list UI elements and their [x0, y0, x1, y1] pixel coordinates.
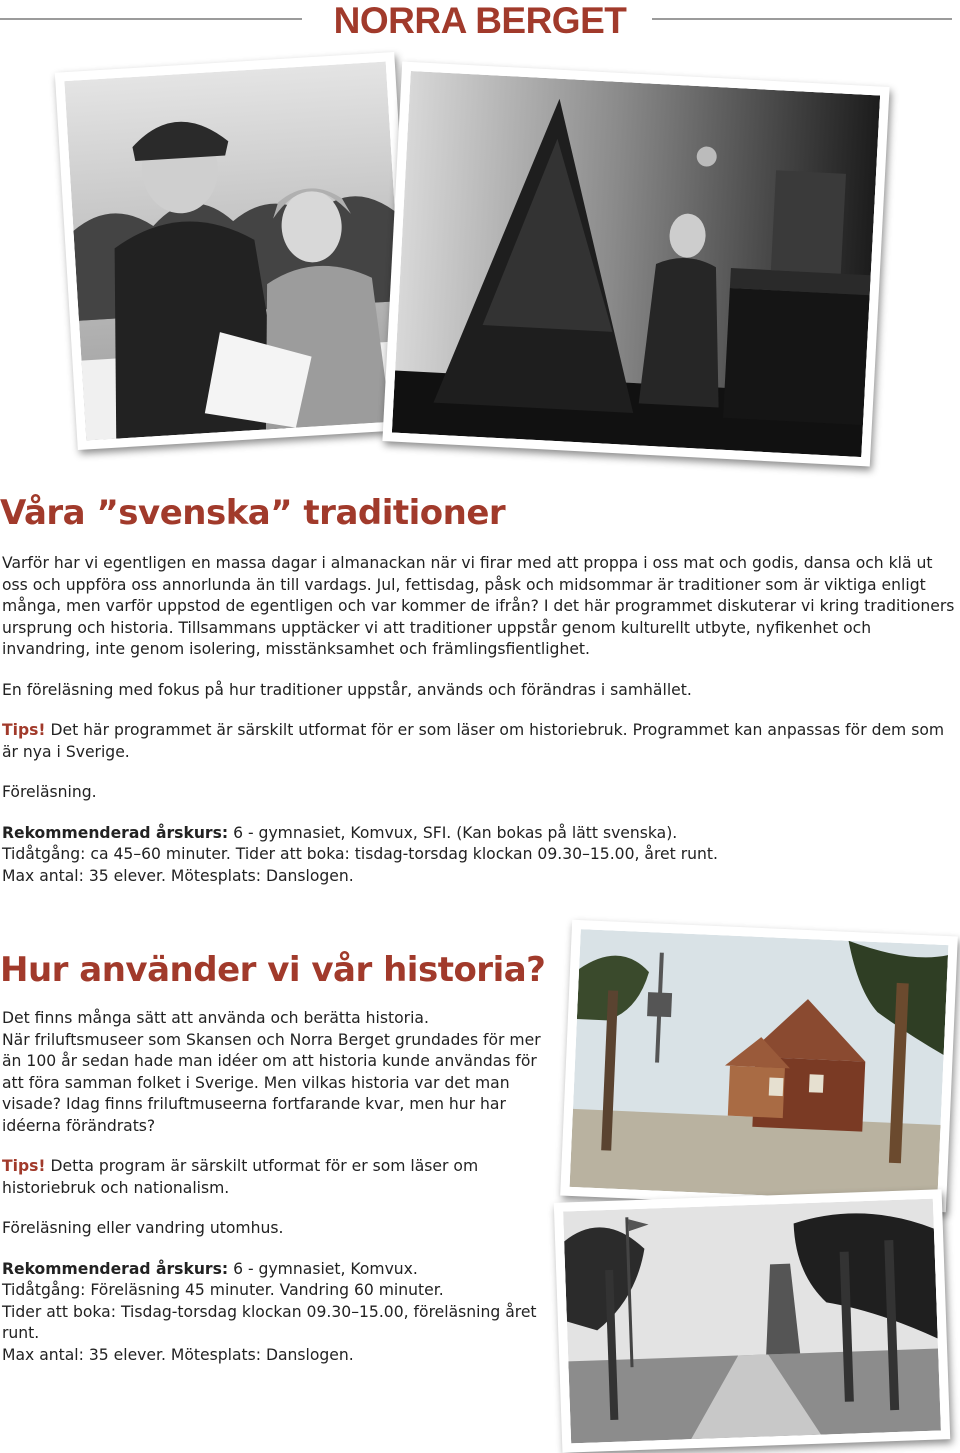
tips-text: Detta program är särskilt utformat för er som läser om historiebruk och nationalism.: [2, 1157, 479, 1197]
paragraph-format: Föreläsning.: [2, 783, 97, 801]
wooden-villa-photo: [560, 920, 958, 1213]
tips-text: Det här programmet är särskilt utformat för er som läser om historiebruk. Programmet kan anpassas för dem som är nya i Sverige.: [2, 721, 945, 761]
paragraph-intro-a: Det finns många sätt att använda och berätta historia.: [2, 1009, 429, 1027]
paragraph-tips: [2, 720, 957, 763]
header-rule-left: [0, 18, 302, 20]
section-heading-traditions: Våra ”svenska” traditioner: [0, 493, 506, 533]
header-rule-right: [652, 18, 952, 20]
grade-label: Rekommenderad årskurs:: [2, 823, 229, 842]
paragraph-times-book: Tider att boka: Tisdag-torsdag klockan 09.30–15.00, föreläsning året runt.: [2, 1302, 537, 1342]
paragraph-tips: [2, 1156, 547, 1199]
grade-label: Rekommenderad årskurs:: [2, 1259, 229, 1278]
section-body-traditions: [2, 553, 957, 887]
christmas-tree-photo: [382, 61, 889, 466]
section-body-history: [2, 1008, 547, 1366]
paragraph-grade: [2, 823, 957, 845]
section-heading-history: Hur använder vi vår historia?: [0, 950, 546, 990]
paragraph-max: Max antal: 35 elever. Mötesplats: Danslogen.: [2, 866, 354, 885]
tips-label: Tips!: [2, 721, 46, 739]
paragraph-time: Tidåtgång: Föreläsning 45 minuter. Vandring 60 minuter.: [2, 1281, 444, 1299]
paragraph-intro-b: När friluftsmuseer som Skansen och Norra Berget grundades för mer än 100 år sedan hade man idéer om att historia kunde användas för att föra samman folket i Sverige. Men vilkas historia var det man visade? Idag finns friluftmuseerna fortfarande kvar, men hur har idéerna förändrats?: [2, 1030, 541, 1135]
grade-value: 6 - gymnasiet, Komvux.: [228, 1259, 418, 1278]
page-title: NORRA BERGET: [333, 0, 627, 41]
paragraph-grade: [2, 1259, 547, 1281]
paragraph-intro: Varför har vi egentligen en massa dagar i almanackan när vi firar med att proppa i oss mat och godis, dansa och klä ut oss och uppföra oss annorlunda än till vardags. Jul, fettisdag, påsk och midsommar är traditioner som är viktiga enligt många, men varför uppstod de egentligen och var kommer de ifrån? I det här programmet diskuterar vi kring traditioners ursprung och historia. Tillsammans upptäcker vi att traditioner uppstår genom kulturellt utbyte, nyfikenhet och invandring, inte genom isolering, misstänksamhet och främlingsfientlighet.: [2, 554, 955, 658]
tips-label: Tips!: [2, 1157, 46, 1175]
paragraph-time: Tidåtgång: ca 45–60 minuter. Tider att boka: tisdag-torsdag klockan 09.30–15.00, året runt.: [2, 845, 718, 863]
grade-value: 6 - gymnasiet, Komvux, SFI. (Kan bokas på lätt svenska).: [228, 823, 678, 842]
park-flagpole-photo: [554, 1189, 950, 1452]
paragraph-focus: En föreläsning med fokus på hur traditioner uppstår, används och förändras i samhället.: [2, 680, 692, 699]
paragraph-max: Max antal: 35 elever. Mötesplats: Danslogen.: [2, 1345, 354, 1364]
paragraph-format: Föreläsning eller vandring utomhus.: [2, 1219, 284, 1237]
boys-winter-photo: [55, 52, 417, 450]
